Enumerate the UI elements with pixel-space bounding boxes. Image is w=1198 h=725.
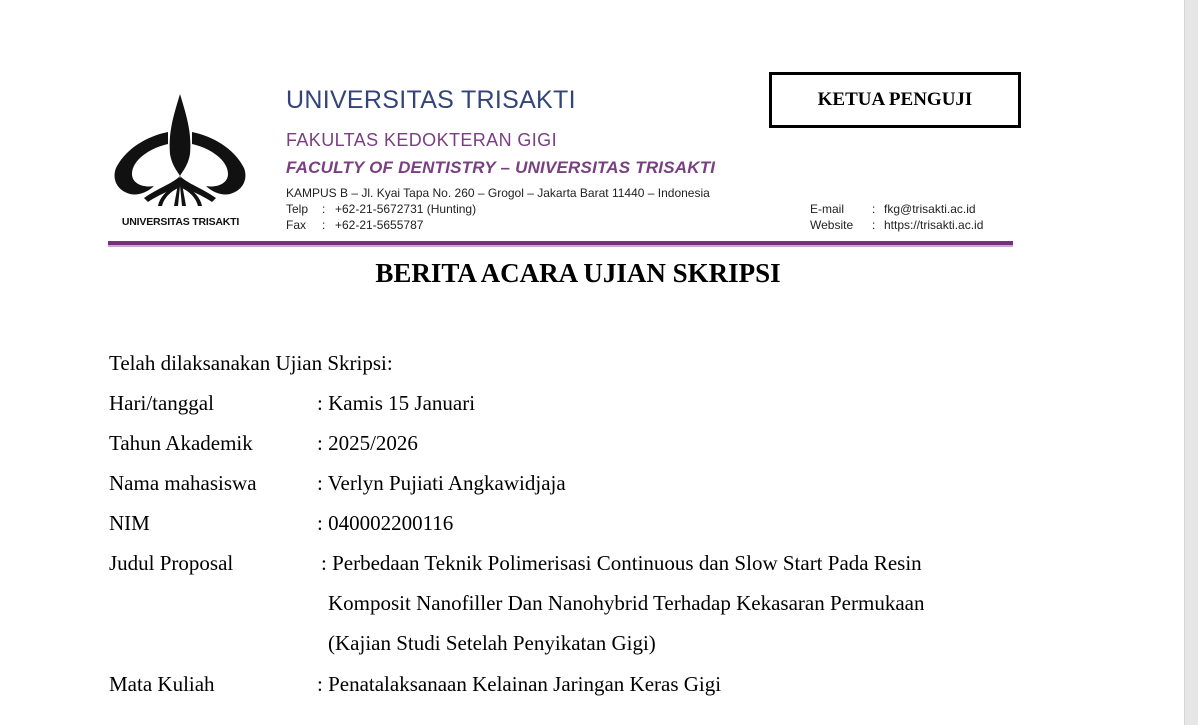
fax-label: Fax bbox=[286, 218, 307, 232]
field-value-tahun: : 2025/2026 bbox=[317, 431, 418, 455]
field-value-nama: : Verlyn Pujiati Angkawidjaja bbox=[317, 471, 566, 495]
field-value-judul-line1: : Perbedaan Teknik Polimerisasi Continuous dan Slow Start Pada Resin bbox=[321, 551, 922, 575]
intro-text: Telah dilaksanakan Ujian Skripsi: bbox=[109, 351, 393, 375]
logo-caption: UNIVERSITAS TRISAKTI bbox=[121, 216, 240, 228]
faculty-name: FAKULTAS KEDOKTERAN GIGI bbox=[286, 130, 557, 150]
telp-label: Telp bbox=[286, 202, 309, 216]
campus-address: KAMPUS B – Jl. Kyai Tapa No. 260 – Grogol – Jakarta Barat 11440 – Indonesia bbox=[286, 186, 710, 200]
role-box bbox=[769, 72, 1021, 128]
document-title: BERITA ACARA UJIAN SKRIPSI bbox=[375, 258, 781, 288]
telp-separator: : bbox=[322, 202, 326, 216]
university-name: UNIVERSITAS TRISAKTI bbox=[286, 86, 576, 114]
email-separator: : bbox=[872, 202, 876, 216]
field-label-hari: Hari/tanggal bbox=[109, 391, 214, 415]
field-label-nim: NIM bbox=[109, 511, 150, 535]
field-label-judul: Judul Proposal bbox=[109, 551, 234, 575]
field-label-matkul: Mata Kuliah bbox=[109, 672, 215, 696]
website-value: https://trisakti.ac.id bbox=[884, 218, 984, 232]
fax-value: +62-21-5655787 bbox=[335, 218, 424, 232]
telp-value: +62-21-5672731 (Hunting) bbox=[335, 202, 477, 216]
field-value-nim: : 040002200116 bbox=[317, 511, 454, 535]
email-label: E-mail bbox=[810, 202, 845, 216]
field-label-tahun: Tahun Akademik bbox=[109, 431, 253, 455]
field-value-hari: : Kamis 15 Januari bbox=[317, 391, 476, 415]
field-value-judul-line2: Komposit Nanofiller Dan Nanohybrid Terhadap Kekasaran Permukaan bbox=[328, 591, 925, 615]
letterhead-divider-shadow bbox=[108, 245, 1013, 247]
trisakti-emblem-icon bbox=[108, 92, 253, 214]
website-separator: : bbox=[872, 218, 876, 232]
email-value: fkg@trisakti.ac.id bbox=[884, 202, 976, 216]
vertical-scrollbar[interactable] bbox=[1184, 0, 1198, 725]
field-label-nama: Nama mahasiswa bbox=[109, 471, 257, 495]
role-box-label: KETUA PENGUJI bbox=[817, 89, 973, 110]
fax-separator: : bbox=[322, 218, 326, 232]
field-value-judul-line3: (Kajian Studi Setelah Penyikatan Gigi) bbox=[328, 631, 656, 655]
faculty-name-english: FACULTY OF DENTISTRY – UNIVERSITAS TRISAKTI bbox=[286, 158, 716, 177]
website-label: Website bbox=[810, 218, 854, 232]
field-value-matkul: : Penatalaksanaan Kelainan Jaringan Keras Gigi bbox=[317, 672, 722, 696]
university-logo bbox=[108, 92, 253, 234]
